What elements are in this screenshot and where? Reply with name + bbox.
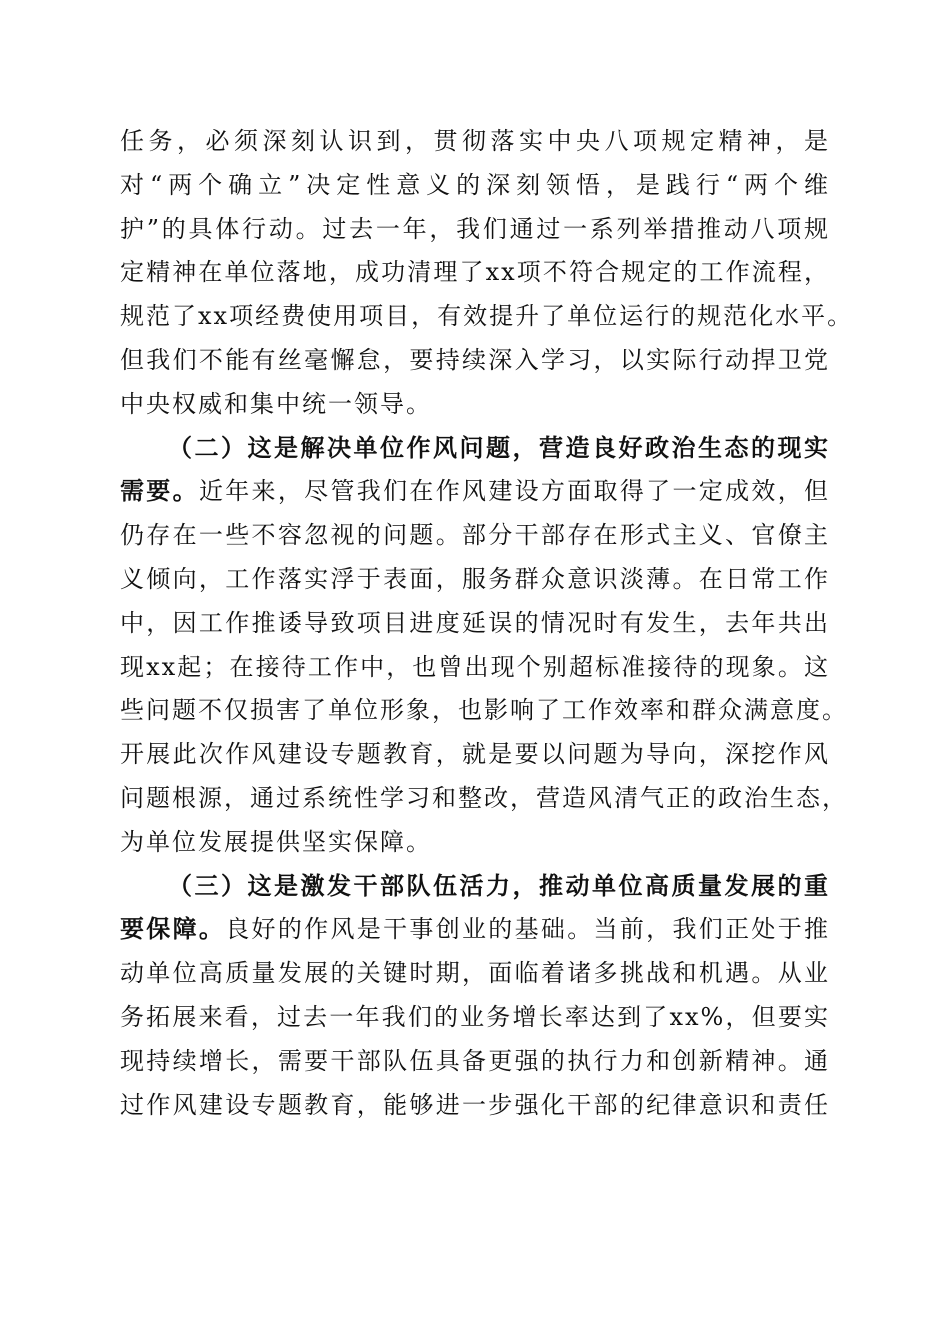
- text-line: [120, 470, 830, 514]
- text-line: 动单位高质量发展的关键时期，面临着诸多挑战和机遇。从业: [120, 959, 830, 988]
- text-line: 些问题不仅损害了单位形象，也影响了工作效率和群众满意度。: [120, 696, 848, 725]
- text-span: 良好的作风是干事创业的基础。当前，我们正处于推: [225, 915, 831, 944]
- paragraph-section-3: [120, 865, 830, 1128]
- section-heading-end: 要保障。: [120, 915, 226, 944]
- text-span: 近年来，尽管我们在作风建设方面取得了一定成效，但: [198, 477, 831, 506]
- text-line: 规范了xx项经费使用项目，有效提升了单位运行的规范化水平。: [120, 302, 854, 331]
- document-body: [120, 120, 854, 1127]
- text-line: 义倾向，工作落实浮于表面，服务群众意识淡薄。在日常工作: [120, 564, 830, 593]
- text-line: 现持续增长，需要干部队伍具备更强的执行力和创新精神。通: [120, 1046, 830, 1075]
- text-line: 仍存在一些不容忽视的问题。部分干部存在形式主义、官僚主: [120, 521, 830, 550]
- section-heading-end: 需要。: [120, 477, 199, 506]
- section-heading: （三）这是激发干部队伍活力，推动单位高质量发展的重: [168, 871, 830, 900]
- text-line: [120, 908, 830, 952]
- text-line: 中央权威和集中统一领导。: [120, 389, 432, 418]
- text-line: 对“两个确立”决定性意义的深刻领悟，是践行“两个维: [120, 170, 830, 199]
- text-line: 任务，必须深刻认识到，贯彻落实中央八项规定精神，是: [120, 127, 830, 155]
- text-line: 中，因工作推诿导致项目进度延误的情况时有发生，去年共出: [120, 608, 830, 637]
- paragraph-continuation: [120, 120, 854, 427]
- text-line: 问题根源，通过系统性学习和整改，营造风清气正的政治生态，: [120, 783, 848, 812]
- text-line: 开展此次作风建设专题教育，就是要以问题为导向，深挖作风: [120, 740, 830, 769]
- paragraph-section-2: [120, 427, 848, 865]
- text-line: 为单位发展提供坚实保障。: [120, 827, 432, 856]
- text-line: 过作风建设专题教育，能够进一步强化干部的纪律意识和责任: [120, 1090, 830, 1119]
- text-line: 但我们不能有丝毫懈怠，要持续深入学习，以实际行动捍卫党: [120, 345, 830, 374]
- text-line: 现xx起；在接待工作中，也曾出现个别超标准接待的现象。这: [120, 652, 830, 681]
- text-line: 护”的具体行动。过去一年，我们通过一系列举措推动八项规: [120, 214, 830, 243]
- section-heading: （二）这是解决单位作风问题，营造良好政治生态的现实: [168, 433, 830, 462]
- text-line: 定精神在单位落地，成功清理了xx项不符合规定的工作流程，: [120, 258, 830, 287]
- text-line: 务拓展来看，过去一年我们的业务增长率达到了xx%，但要实: [120, 1002, 830, 1031]
